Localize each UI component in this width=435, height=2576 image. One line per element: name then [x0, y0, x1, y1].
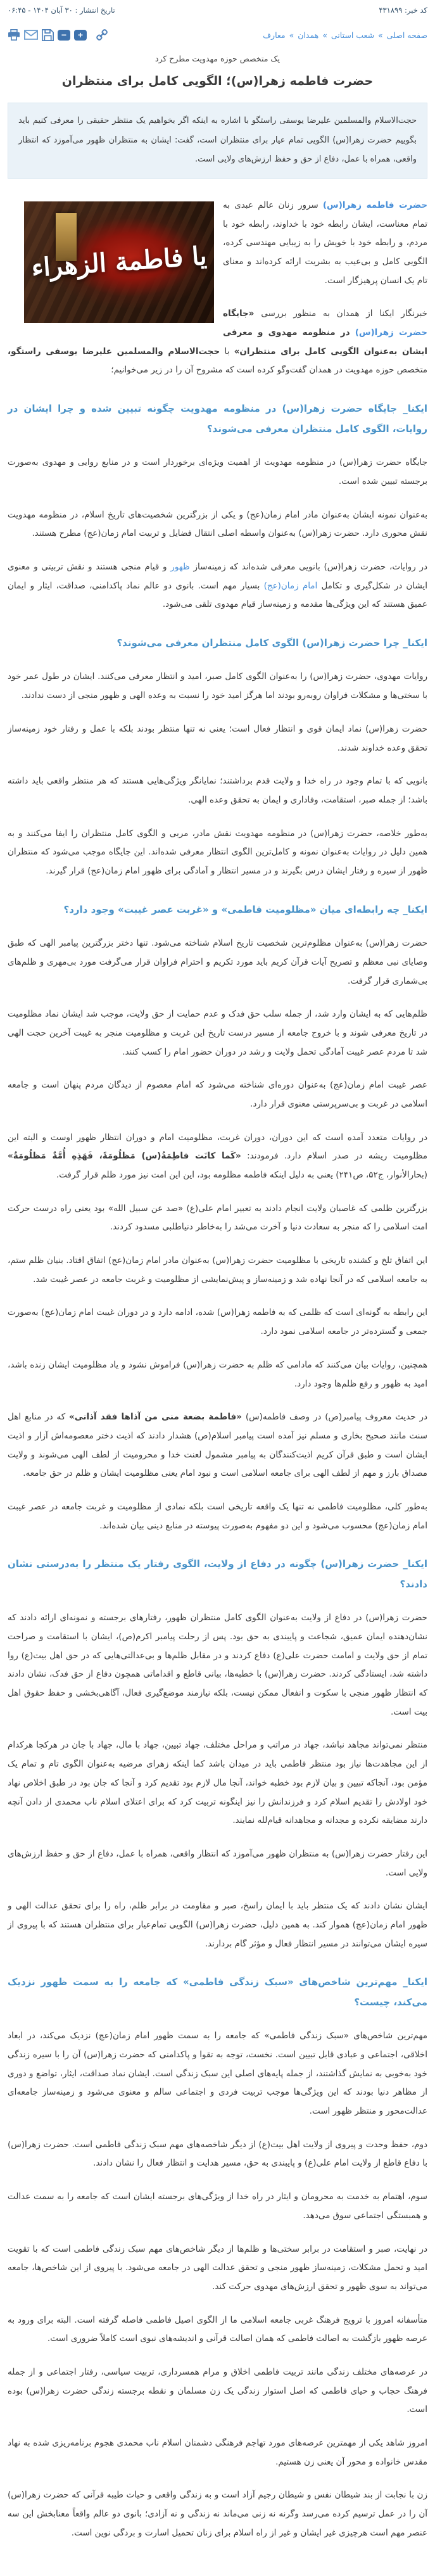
zoom-in-icon[interactable]: [74, 30, 87, 41]
interview-question: ایکنا_ چه رابطه‌ای میان «مظلومیت فاطمی» و «غربت عصر غیبت» وجود دارد؟: [63, 903, 427, 915]
lead-summary: حجت‌الاسلام والمسلمین علیرضا یوسفی راستگو با اشاره به اینکه اگر بخواهیم یک منتظر حقیقی را معرفی کنیم باید بگوییم حضرت زهرا(س) الگویی تمام عیار برای منتظران است، گفت: ایشان به منتظران ظهور می‌آموزد که انتظار واقعی، همراه با عمل، دفاع از حق و حفظ ارزش‌های ولایی است.: [8, 103, 427, 179]
article-body: [8, 196, 427, 2543]
article-paragraph: جایگاه حضرت زهرا(س) در منظومه مهدویت از اهمیت ویژه‌ای برخوردار است و در منابع روایی و مهدوی به‌صورت برجسته تبیین شده است.: [8, 457, 427, 486]
publish-date: تاریخ انتشار : ۳۰ آبان ۱۴۰۴ - ۰۶:۴۵: [8, 6, 115, 15]
breadcrumb-separator: »: [375, 30, 386, 40]
breadcrumb-separator: »: [286, 30, 297, 40]
news-code: کد خبر: ۴۳۱۸۹۹: [379, 6, 427, 15]
article-paragraph: به‌طور خلاصه، حضرت زهرا(س) در منظومه مهدویت نقش مادر، مربی و الگوی کامل منتظران را ایفا می‌کنند و به همین دلیل در روایات به‌عنوان نمونه و کامل‌ترین الگوی انتظار معرفی شده‌اند. این جایگاه موجب می‌شود که منتظران ظهور از سیره و رفتار ایشان درس بگیرند و در مسیر انتظار و آمادگی برای ظهور امام زمان(عج) قرار گیرند.: [8, 828, 427, 876]
plus-glyph: +: [74, 30, 87, 41]
article-paragraph: خبرنگار ایکنا از همدان به منظور بررسی «جایگاه حضرت زهرا(س) در منظومه مهدوی و معرفی ایشان به‌عنوان الگویی کامل برای منتظران» با حجت‌الاسلام والمسلمین علیرضا یوسفی راستگو، متخصص حوزه مهدویت در همدان گفت‌وگو کرده است که مشروح آن را در زیر می‌خوانیم؛: [8, 308, 428, 376]
highlighted-link[interactable]: حضرت زهرا(س): [355, 327, 427, 338]
email-icon[interactable]: [24, 30, 38, 40]
article-image: [24, 201, 214, 323]
article-paragraph: در عرصه‌های مختلف زندگی مانند تربیت فاطمی اخلاق و مرام همسرداری، تربیت سیاسی، رفتار اجتماعی و از جمله فرهنگ حجاب و حیای فاطمی که اصل استوار زندگی یک زن مسلمان و نقطه برجسته زندگی حضرت زهرا(س) بوده است.: [8, 2366, 427, 2415]
article-paragraph: به‌عنوان نمونه ایشان به‌عنوان مادر امام زمان(عج) و یکی از بزرگترین شخصیت‌های تاریخ اسلام، در منظومه مهدویت نقش محوری دارد. حضرت زهرا(س) به‌عنوان واسطه اصلی انتقال فضایل و تربیت امام زمان(عج) مطرح هستند.: [8, 509, 427, 539]
breadcrumb-separator: »: [320, 30, 330, 40]
article-paragraph: بانویی که با تمام وجود در راه خدا و ولایت قدم برداشتند؛ نمایانگر ویژگی‌هایی هستند که هر منتظر واقعی باید داشته باشد؛ از جمله صبر، استقامت، وفاداری و ایمان به تحقق وعده الهی.: [8, 776, 427, 805]
article-paragraph: در نهایت، صبر و استقامت در برابر سختی‌ها و ظلم‌ها از دیگر شاخص‌های مهم سبک زندگی فاطمی است که با تقویت امید و تحمل مشکلات، زمینه‌ساز ظهور منجی و تحقق عدالت الهی در جامعه می‌شود. با پیروی از این شاخص‌ها، جامعه می‌تواند به سوی ظهور و تحقق ارزش‌های مهدوی حرکت کند.: [8, 2243, 427, 2292]
article-paragraph: ظلم‌هایی که به ایشان وارد شد، از جمله سلب حق فدک و عدم حمایت از حق ولایت، موجب شد ایشان نماد مظلومیت در تاریخ معرفی شوند و با خروج جامعه از مسیر درست تاریخ این غربت و مظلومیت منجر به غیبت آخرین حجت الهی شد تا مردم عصر غیبت آمادگی تحمل ولایت و رشد در دوران حضور امام را کسب کنند.: [8, 1009, 427, 1057]
article-paragraph: سوم، اهتمام به خدمت به محرومان و ایثار در راه خدا از ویژگی‌های برجسته ایشان است که جامعه را به سمت عدالت و همبستگی اجتماعی سوق می‌دهد.: [8, 2192, 427, 2221]
breadcrumb-item[interactable]: شعب استانی: [331, 30, 375, 40]
article-paragraph: زن با نجابت از بند شیطان نفس و شیطان رجیم آزاد است و به زندگی واقعی و حیات طیبه قرآنی که حضرت زهرا(س) آن را در عمل ترسیم کرده می‌رسد وگرنه نه زنی می‌ماند نه زندگی و نه آزادی؛ بانوی دو عالم واقعاً معنابخش این سه عنصر مهم است هرچیزی غیر ایشان و غیر از راه اسلام برای زنان تحمیل اسارت و بردگی نوین است.: [8, 2490, 427, 2538]
article-paragraph: در روایات متعدد آمده است که این دوران، دوران غربت، مظلومیت امام و دوران انتظار ظهور اوست و البته این مظلومیت ریشه در صدر اسلام دارد. فرمودند: «کَما کانَت فاطِمَةُ(س) مَظلُومَةً، فَهَذِهِ أُمَّةٌ مَظلُومَةٌ» (بحارالأنوار، ج۵۲، ص۲۴۱) یعنی به دلیل اینکه فاطمه مظلومه بود، این این امت نیز مورد ظلم قرار گرفت.: [8, 1132, 427, 1180]
article-paragraph: متأسفانه امروز با ترویج فرهنگ غربی جامعه اسلامی ما از الگوی اصیل فاطمی فاصله گرفته است. البته برای ورود به عرصه ظهور بازگشت به اصالت فاطمی که همان اصالت قرآنی و اندیشه‌های نبوی است کاملاً ضروری است.: [8, 2314, 427, 2344]
nav-bar: [8, 29, 427, 41]
interview-question: ایکنا_ مهم‌ترین شاخص‌های «سبک زندگی فاطمی» که جامعه را به سمت ظهور نزدیک می‌کند، چیست؟: [8, 1976, 427, 2008]
article-paragraph: دوم، حفظ وحدت و پیروی از ولایت اهل بیت(ع) از دیگر شاخصه‌های مهم سبک زندگی فاطمی است. حضرت زهرا(س) با دفاع قاطع از ولایت امام علی(ع) و پایبندی به حق، مسیر هدایت و انتظار فعال را نشان دادند.: [8, 2139, 427, 2169]
interview-question: ایکنا_ جایگاه حضرت زهرا(س) در منظومه مهدویت چگونه تبیین شده و چرا ایشان در روایات، الگوی کامل منتظران معرفی می‌شوند؟: [8, 403, 427, 435]
article-paragraph: امروز شاهد یکی از مهمترین عرصه‌های مورد تهاجم فرهنگی دشمنان اسلام ناب محمدی هجوم برنامه‌ریزی شده به نهاد مقدس خانواده و محور آن یعنی زن هستیم.: [8, 2438, 427, 2467]
article-paragraph: ایشان نشان دادند که یک منتظر باید با ایمان راسخ، صبر و مقاومت در برابر ظلم، راه را برای تحقق عدالت الهی و ظهور امام زمان(عج) هموار کند. به همین دلیل، حضرت زهرا(س) الگویی تمام‌عیار برای منتظران هستند که با پیروی از سیره ایشان می‌توانند در مسیر انتظار فعال و مؤثر گام بردارند.: [8, 1901, 427, 1949]
article-kicker: یک متخصص حوزه مهدویت مطرح کرد: [154, 54, 281, 63]
calligraphy-text: یا فاطمة الزهراء: [30, 241, 208, 283]
article-paragraph: حضرت زهرا(س) نماد ایمان قوی و انتظار فعال است؛ یعنی نه تنها منتظر بودند بلکه با عمل و رفتار خود زمینه‌ساز تحقق وعده خداوند شدند.: [8, 723, 427, 753]
article-paragraph: در روایات، حضرت زهرا(س) بانویی معرفی شده‌اند که زمینه‌ساز ظهور و قیام منجی هستند و نقش تربیتی و معنوی ایشان در شکل‌گیری و تکامل امام زمان(عج) بسیار مهم است. بانوی دو عالم نماد پاکدامنی، صداقت، ایثار و ایمان عمیق هستند که این ویژگی‌ها مقدمه و زمینه‌ساز قیام مهدوی تلقی می‌شود.: [8, 561, 428, 610]
highlighted-link[interactable]: حضرت فاطمه زهرا(س): [322, 200, 427, 210]
inline-link[interactable]: امام زمان(عج): [263, 580, 318, 591]
article-paragraph: مهم‌ترین شاخص‌های «سبک زندگی فاطمی» که جامعه را به سمت ظهور امام زمان(عج) نزدیک می‌کند، در ابعاد اخلاقی، اجتماعی و عبادی قابل تبیین است. نخست، توجه به تقوا و پاکدامنی که حضرت زهرا(س) آن را با سیره زندگی خود به‌خوبی به نمایش گذاشتند، از جمله پایه‌های اصلی این سبک زندگی است. ایشان نماد صداقت، ایثار، تواضع و دوری از مظاهر دنیا بودند که این ویژگی‌ها موجب تربیت فردی و اجتماعی سالم و معنوی می‌شود و زمینه‌ساز جامعه‌ای عدالت‌محور و منتظر ظهور است.: [8, 2031, 427, 2117]
article-paragraph: منتظر نمی‌تواند مجاهد نباشد، جهاد در مراتب و مراحل مختلف، جهاد تبیین، جهاد با مال، جهاد با جان در هرکجا هرکدام از این مجاهدت‌ها نیاز بود منتظر فاطمی باید در میدان باشد کما اینکه زهرای مرضیه به‌عنوان الگوی تام و تمام یک مؤمن بود، آنجاکه تبیین و بیان لازم بود خطبه خواند، آنجا مال لازم بود تقدیم کرد و آنجا که جان بود در طبق اخلاص نهاد خود اولادش را تقدیم اسلام کرد و فرزندانش را نیز اینگونه تربیت کرد که برای اعتلای اسلام ناب محمدی از دادن آنچه دارند مضایقه نکرده و مجدانه و مجاهدانه قیام‌لله نمایند.: [8, 1740, 427, 1826]
inline-link[interactable]: ظهور: [170, 561, 190, 572]
zoom-out-icon[interactable]: [58, 30, 70, 41]
breadcrumb: [263, 30, 427, 40]
bold-phrase: «کَما کانَت فاطِمَةُ(س) مَظلُومَةً، فَهَذِهِ أُمَّةٌ مَظلُومَةٌ»: [8, 1151, 241, 1162]
article-paragraph: حضرت زهرا(س) به‌عنوان مظلوم‌ترین شخصیت تاریخ اسلام شناخته می‌شود. تنها دختر بزرگترین پیامبر الهی که طبق وصایای نبی معظم و تصریح آیات قرآن کریم باید مورد تکریم و احترام فراوان قرار می‌گرفت مورد بی‌مهری و ظلم‌های بی‌شماری قرار گرفت.: [8, 938, 427, 986]
breadcrumb-item[interactable]: صفحه اصلی: [386, 30, 427, 40]
bold-phrase: «جایگاه: [223, 308, 255, 319]
interview-question: ایکنا_ حضرت زهرا(س) چگونه در دفاع از ولایت، الگوی رفتار یک منتظر را به‌درستی نشان دادند؟: [8, 1558, 427, 1590]
article-paragraph: حضرت زهرا(س) در دفاع از ولایت به‌عنوان الگوی کامل منتظران ظهور، رفتارهای برجسته و نمونه‌ای ارائه دادند که نشان‌دهنده ایمان عمیق، شجاعت و پایبندی به حق بود. پس از رحلت پیامبر اکرم(ص)، ایشان با استقامت و صراحت تمام از حق ولایت و امامت حضرت علی(ع) دفاع کردند و در مقابل ظلم‌ها و بی‌عدالتی‌هایی که در حق اهل بیت(ع) روا داشته شد، ایستادگی کردند. حضرت زهرا(س) با خطبه‌ها، بیانی قاطع و اقداماتی همچون دفاع از حق فدک، نشان دادند که انتظار ظهور منجی با سکوت و انفعال ممکن نیست، بلکه نیازمند موضع‌گیری فعال، آگاهی‌بخشی و حفظ حقوق اهل بیت است.: [8, 1613, 427, 1717]
article-paragraph: این رابطه به گونه‌ای است که ظلمی که به فاطمه زهرا(س) شده، ادامه دارد و در دوران غیبت امام زمان(عج) به‌صورت جمعی و گسترده‌تر در جامعه اسلامی نمود دارد.: [8, 1307, 427, 1337]
article-paragraph: همچنین، روایات بیان می‌کنند که مادامی که ظلم به حضرت زهرا(س) فراموش نشود و یاد مظلومیت ایشان زنده باشد، امید به ظهور و رفع ظلم‌ها وجود دارد.: [8, 1359, 427, 1389]
meta-bar: [8, 4, 427, 15]
article-paragraph: این رفتار حضرت زهرا(س) به منتظران ظهور می‌آموزد که انتظار واقعی، همراه با عمل، دفاع از حق و حفظ ارزش‌های ولایی است.: [8, 1848, 427, 1878]
breadcrumb-item[interactable]: معارف: [263, 30, 286, 40]
print-icon[interactable]: [8, 29, 20, 41]
link-icon[interactable]: [96, 29, 108, 41]
breadcrumb-item[interactable]: همدان: [298, 30, 319, 40]
article-paragraph: به‌طور کلی، مظلومیت فاطمی نه تنها یک واقعه تاریخی است بلکه نمادی از مظلومیت و غربت جامعه در عصر غیبت امام زمان(عج) محسوب می‌شود و این دو مفهوم به‌صورت پیوسته در منابع دینی بیان شده‌اند.: [8, 1501, 427, 1531]
save-icon[interactable]: [42, 29, 54, 41]
toolbar: [8, 29, 108, 41]
minus-glyph: −: [58, 30, 70, 41]
article-paragraph: این اتفاق تلخ و کشنده تاریخی با مظلومیت حضرت زهرا(س) به‌عنوان مادر امام زمان(عج) اتفاق افتاد. بنیان ظلم ستم، به جامعه اسلامی که در آنجا نهاده شد و زمینه‌ساز و پیش‌نمایشی از مظلومیت و غربت جامعه در عصر غیبت شد.: [8, 1255, 427, 1285]
bold-phrase: حجت‌الاسلام والمسلمین علیرضا یوسفی راستگو،: [8, 346, 220, 357]
article-title: حضرت فاطمه زهرا(س)؛ الگویی کامل برای منتظران: [61, 74, 374, 88]
interview-question: ایکنا_ چرا حضرت زهرا(س) الگوی کامل منتظران معرفی می‌شوند؟: [117, 637, 427, 649]
bold-phrase: در منظومه مهدوی و معرفی ایشان به‌عنوان الگویی کامل برای منتظران»: [223, 327, 428, 357]
article-paragraph: حضرت فاطمه زهرا(س) سرور زنان عالم عبدی به تمام معناست، ایشان رابطه خود با خداوند، رابطه خود با مردم، و رابطه خود با خویش را به زیبایی مهندسی کرده، الگویی کامل و بی‌عیب به بشریت ارائه کرده‌اند و معنای تام یک انسان پرهیزگار است.: [223, 200, 427, 286]
article-paragraph: در حدیث معروف پیامبر(ص) در وصف فاطمه(س) «فاطمة بضعة منی من آذاها فقد آذانی» که در منابع اهل سنت مانند صحیح بخاری و مسلم نیز آمده است پیامبر اسلام(ص) هشدار دادند که اذیت دختر معصومه‌اش آزار و اذیت ایشان است و طبق قرآن کریم اذیت‌کنندگان به پیامبر مشمول لعنت خدا و محرومیت از لطف الهی می‌شوند و ولایت مصداق بارز و مهم از لطف الهی برای جامعه اسلامی است و نبود امام یعنی مظلومیت ایشان و ظلم در حق جامعه.: [8, 1412, 427, 1479]
bold-phrase: «فاطمة بضعة منی من آذاها فقد آذانی»: [69, 1412, 242, 1423]
article-paragraph: بزرگترین ظلمی که غاصبان ولایت انجام دادند به تعبیر امام علی(ع) «صد عن سبیل الله» بود یعنی راه درست حرکت امت اسلامی را که منجر به سعادت دنیا و آخرت می‌شد را به‌خاطر دنیاطلبی مسدود کردند.: [8, 1203, 427, 1233]
article-paragraph: عصر غیبت امام زمان(عج) به‌عنوان دوره‌ای شناخته می‌شود که امام معصوم از دیدگان مردم پنهان است و جامعه اسلامی در غربت و بی‌سرپرستی معنوی قرار دارد.: [8, 1080, 427, 1109]
article-paragraph: روایات مهدوی، حضرت زهرا(س) را به‌عنوان الگوی کامل صبر، امید و انتظار معرفی می‌کنند. ایشان در طول عمر خود با سختی‌ها و مشکلات فراوان روبه‌رو بودند اما هرگز امید خود را نسبت به وعده الهی و ظهور منجی از دست ندادند.: [8, 671, 427, 701]
